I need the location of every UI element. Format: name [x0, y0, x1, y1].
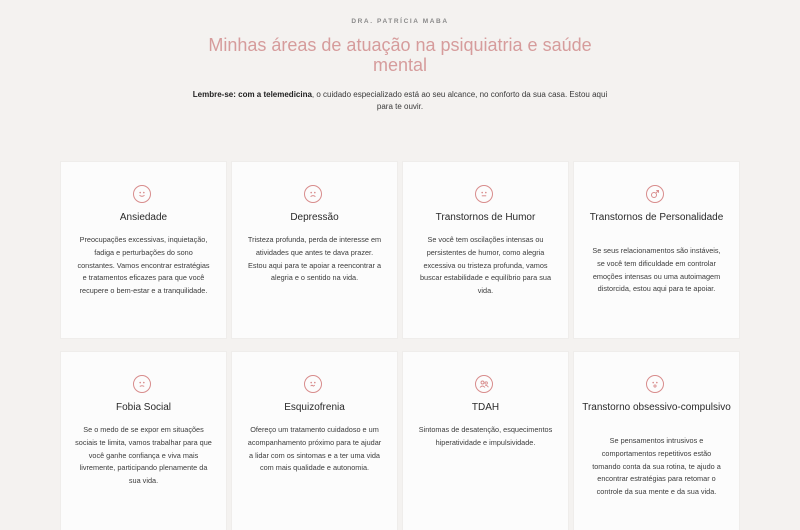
worried-face-icon: [133, 375, 151, 393]
page-title: Minhas áreas de atuação na psiquiatria e saúde mental: [208, 35, 592, 75]
area-card-fobia-social: [61, 352, 226, 530]
card-title: TDAH: [471, 402, 500, 413]
gender-symbol-icon: [646, 185, 664, 203]
card-text: Se pensamentos intrusivos e comportamentos repetitivos estão tomando conta da sua rotina, te ajudo a encontrar estratégias para retomar o controle da sua mente e da sua vida.: [592, 436, 721, 497]
sad-face-icon: [304, 185, 322, 203]
card-title: Transtornos de Personalidade: [589, 212, 724, 223]
lead-text: [190, 89, 610, 113]
smile-face-icon: [133, 185, 151, 203]
card-title: Fobia Social: [115, 402, 172, 413]
confused-face-icon: [304, 375, 322, 393]
card-text: Tristeza profunda, perda de interesse em atividades que antes te dava prazer. Estou aqui para te apoiar a reencontrar a alegria e o sentido na vida.: [247, 235, 382, 283]
area-card-transtornos-humor: [403, 162, 568, 338]
card-title: Transtorno obsessivo-compulsivo: [582, 402, 731, 413]
anxious-face-icon: [646, 375, 664, 393]
area-card-depressao: [232, 162, 397, 338]
mood-face-icon: [475, 185, 493, 203]
people-icon: [475, 375, 493, 393]
area-card-esquizofrenia: [232, 352, 397, 530]
card-title: Esquizofrenia: [284, 402, 345, 413]
lead-rest: , o cuidado especializado está ao seu alcance, no conforto da sua casa. Estou aqui para te ouvir.: [311, 90, 608, 111]
area-card-toc: [574, 352, 739, 530]
area-card-transtornos-personalidade: [574, 162, 739, 338]
card-title: Depressão: [290, 212, 339, 223]
card-title: Ansiedade: [119, 212, 168, 223]
area-card-tdah: [403, 352, 568, 530]
card-text: Preocupações excessivas, inquietação, fadiga e perturbações do sono constantes. Vamos encontrar estratégias e tratamentos eficazes para que você recupere o bem-estar e a tranquilidade.: [77, 235, 210, 296]
eyebrow-label: DRA. PATRÍCIA MABA: [351, 18, 449, 25]
card-title: Transtornos de Humor: [435, 212, 536, 223]
card-text: Ofereço um tratamento cuidadoso e um acompanhamento próximo para te ajudar a lidar com os sintomas e a ter uma vida com mais qualidade e autonomia.: [247, 425, 382, 473]
card-text: Se o medo de se expor em situações sociais te limita, vamos trabalhar para que você ganhe confiança e viva mais livremente, participando plenamente da sua vida.: [75, 425, 212, 486]
card-text: Se seus relacionamentos são instáveis, se você tem dificuldade em controlar emoções intensas ou uma autoimagem distorcida, estou aqui para te apoiar.: [592, 246, 721, 294]
card-text: Sintomas de desatenção, esquecimentos hiperatividade e impulsividade.: [418, 425, 553, 447]
lead-bold: Lembre-se: com a telemedicina: [192, 90, 312, 99]
card-text: Se você tem oscilações intensas ou persistentes de humor, como alegria excessiva ou tristeza profunda, vamos buscar estabilidade e equilíbrio para sua vida.: [419, 235, 552, 296]
area-card-ansiedade: [61, 162, 226, 338]
